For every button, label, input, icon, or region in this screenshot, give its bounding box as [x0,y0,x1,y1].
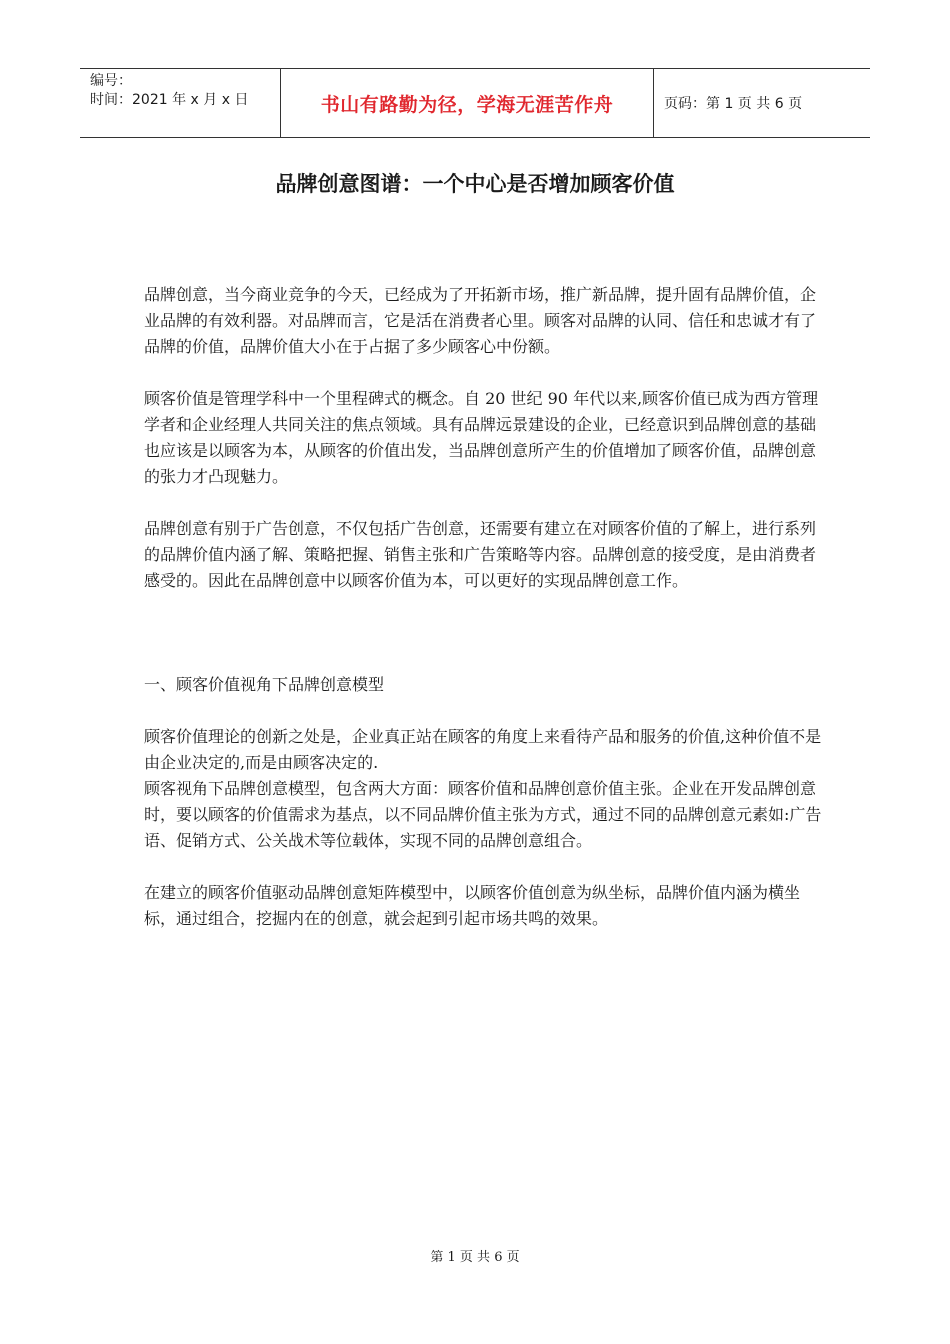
footer-page-number: 第 1 页 共 6 页 [430,1250,520,1265]
document-body [144,282,824,932]
page-footer [0,1246,950,1265]
paragraph-matrix-model: 在建立的顾客价值驱动品牌创意矩阵模型中，以顾客价值创意为纵坐标，品牌价值内涵为横坐标，通过组合，挖掘内在的创意，就会起到引起市场共鸣的效果。 [144,883,801,928]
paragraph-customer-value: 顾客价值是管理学科中一个里程碑式的概念。自 20 世纪 90 年代以来,顾客价值已成为西方管理学者和企业经理人共同关注的焦点领域。具有品牌远景建设的企业，已经意识到品牌创意的基础也应该是以顾客为本，从顾客的价值出发，当品牌创意所产生的价值增加了顾客价值，品牌创意的张力才凸现魅力。 [144,389,819,486]
header-meta-cell [80,69,280,137]
paragraph-model-description: 顾客视角下品牌创意模型，包含两大方面：顾客价值和品牌创意价值主张。企业在开发品牌创意时，要以顾客的价值需求为基点，以不同品牌价值主张为方式，通过不同的品牌创意元素如:广告语、促销方式、公关战术等位载体，实现不同的品牌创意组合。 [144,779,822,850]
document-header [80,68,870,138]
section-heading: 一、顾客价值视角下品牌创意模型 [144,675,385,694]
paragraph-brand-creativity: 品牌创意，当今商业竞争的今天，已经成为了开拓新市场，推广新品牌，提升固有品牌价值，企业品牌的有效利器。对品牌而言，它是活在消费者心里。顾客对品牌的认同、信任和忠诚才有了品牌的价值，品牌价值大小在于占据了多少顾客心中份额。 [144,285,817,356]
header-page-info: 页码：第 1 页 共 6 页 [664,96,803,112]
document-title: 品牌创意图谱：一个中心是否增加顾客价值 [275,172,675,196]
document-number-label: 编号： [90,73,132,89]
paragraph-value-theory: 顾客价值理论的创新之处是，企业真正站在顾客的角度上来看待产品和服务的价值,这种价值不是由企业决定的,而是由顾客决定的. [144,727,822,772]
document-date-label: 时间：2021 年 x 月 x 日 [90,92,249,108]
paragraph-advertising-difference: 品牌创意有别于广告创意，不仅包括广告创意，还需要有建立在对顾客价值的了解上，进行系列的品牌价值内涵了解、策略把握、销售主张和广告策略等内容。品牌创意的接受度，是由消费者感受的。因此在品牌创意中以顾客价值为本，可以更好的实现品牌创意工作。 [144,519,817,590]
header-motto-cell [280,69,654,137]
header-page-cell [654,69,870,137]
motto-text: 书山有路勤为径，学海无涯苦作舟 [320,93,614,116]
